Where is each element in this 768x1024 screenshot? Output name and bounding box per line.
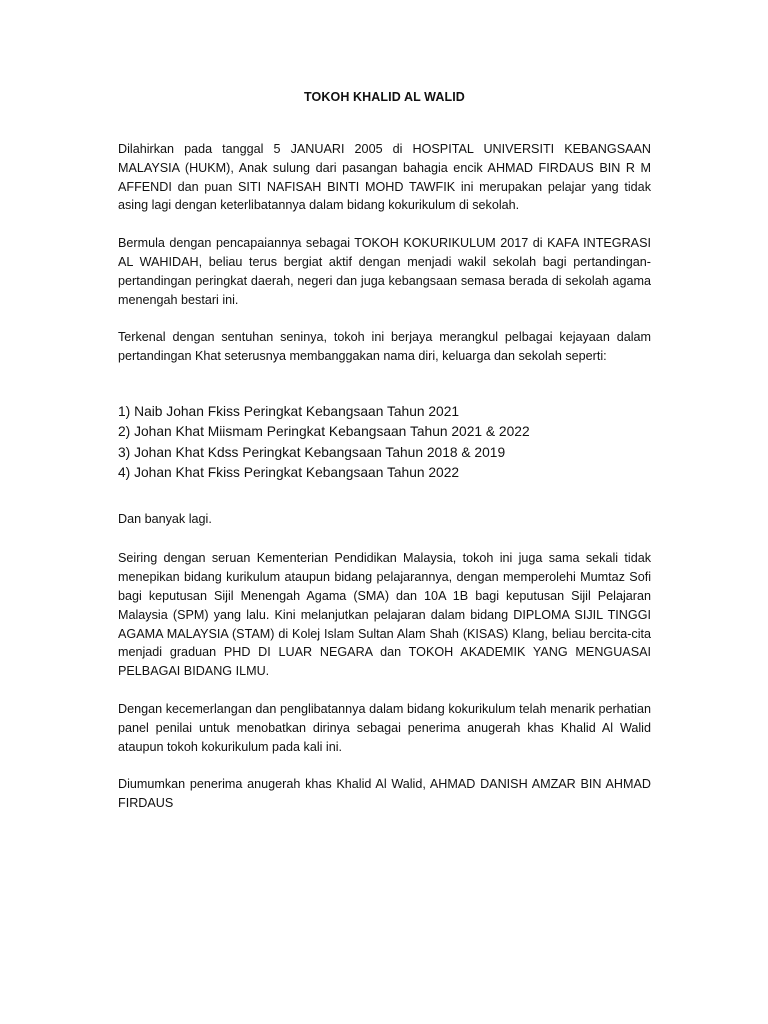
document-body xyxy=(118,88,651,832)
paragraph-beginnings: Bermula dengan pencapaiannya sebagai TOKOH KOKURIKULUM 2017 di KAFA INTEGRASI AL WAHIDAH, beliau terus bergiat aktif dengan menjadi wakil sekolah bagi pertandingan-pertandingan peringkat daerah, negeri dan juga kebangsaan semasa berada di sekolah agama menengah bestari ini. xyxy=(118,236,651,307)
paragraph-award-reason: Dengan kecemerlangan dan penglibatannya dalam bidang kokurikulum telah menarik perhatian panel penilai untuk menobatkan dirinya sebagai penerima anugerah khas Khalid Al Walid ataupun tokoh kokurikulum pada kali ini. xyxy=(118,701,651,754)
paragraph-academics: Seiring dengan seruan Kementerian Pendidikan Malaysia, tokoh ini juga sama sekali tidak menepikan bidang kurikulum ataupun bidang pelajarannya, dengan memperolehi Mumtaz Sofi bagi keputusan Sijil Menengah Agama (SMA) dan 10A 1B bagi keputusan Sijil Pelajaran Malaysia (SPM) yang lalu. Kini melanjutkan pelajaran dalam bidang DIPLOMA SIJIL TINGGI AGAMA MALAYSIA (STAM) di Kolej Islam Sultan Alam Shah (KISAS) Klang, beliau bercita-cita menjadi graduan PHD DI LUAR NEGARA dan TOKOH AKADEMIK YANG MENGUASAI PELBAGAI BIDANG ILMU. xyxy=(118,551,651,679)
paragraph-birth: Dilahirkan pada tanggal 5 JANUARI 2005 di HOSPITAL UNIVERSITI KEBANGSAAN MALAYSIA (HUKM), Anak sulung dari pasangan bahagia encik AHMAD FIRDAUS BIN R M AFFENDI dan puan SITI NAFISAH BINTI MOHD TAWFIK ini merupakan pelajar yang tidak asing lagi dengan keterlibatannya dalam bidang kokurikulum di sekolah. xyxy=(118,142,651,213)
achievement-list xyxy=(118,402,651,484)
list-item: 1) Naib Johan Fkiss Peringkat Kebangsaan Tahun 2021 xyxy=(118,403,460,419)
paragraph-achievements-intro: Terkenal dengan sentuhan seninya, tokoh ini berjaya merangkul pelbagai kejayaan dalam pertandingan Khat seterusnya membanggakan nama diri, keluarga dan sekolah seperti: xyxy=(118,330,651,364)
document-title: TOKOH KHALID AL WALID xyxy=(304,90,465,104)
list-item: 3) Johan Khat Kdss Peringkat Kebangsaan Tahun 2018 & 2019 xyxy=(118,444,506,460)
and-more-text: Dan banyak lagi. xyxy=(118,511,212,526)
list-item: 2) Johan Khat Miismam Peringkat Kebangsaan Tahun 2021 & 2022 xyxy=(118,424,530,440)
list-item: 4) Johan Khat Fkiss Peringkat Kebangsaan Tahun 2022 xyxy=(118,465,460,481)
paragraph-announcement: Diumumkan penerima anugerah khas Khalid Al Walid, AHMAD DANISH AMZAR BIN AHMAD FIRDAUS xyxy=(118,777,651,811)
